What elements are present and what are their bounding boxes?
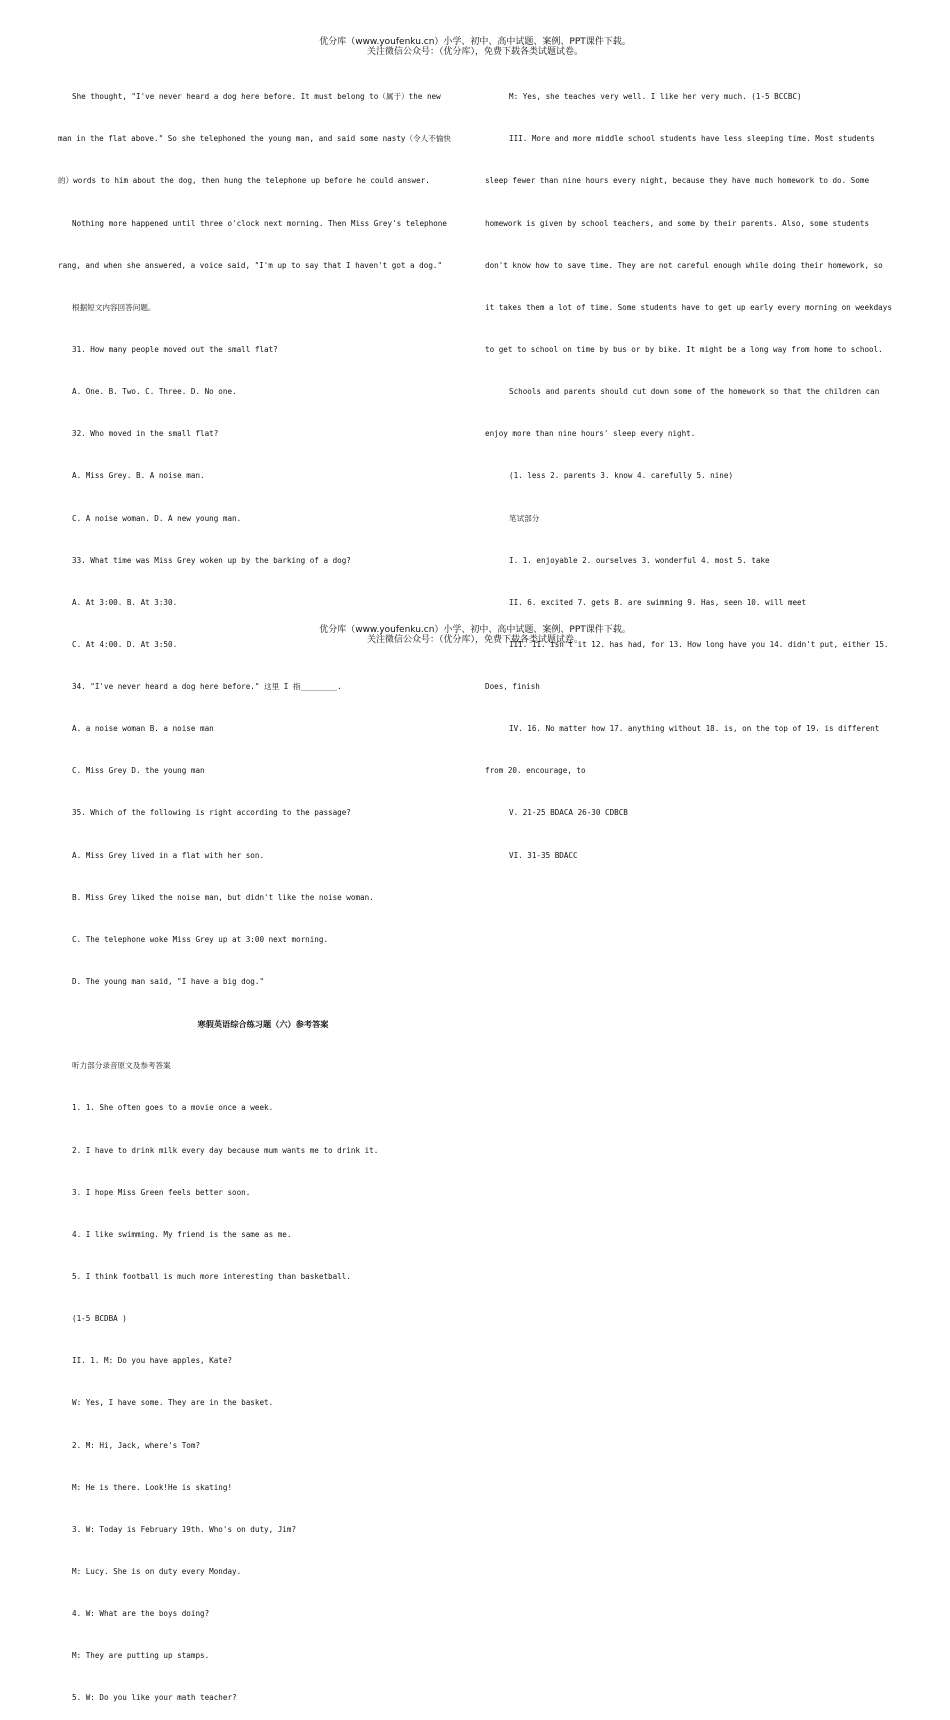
text-line: III. More and more middle school students have less sleeping time. Most students: [509, 134, 875, 144]
answer-line: VI. 31-35 BDACC: [509, 850, 578, 860]
option-35-a: A. Miss Grey lived in a flat with her son.: [72, 850, 265, 860]
text-line: M: Lucy. She is on duty every Monday.: [72, 1567, 242, 1577]
question-33: 33. What time was Miss Grey woken up by the barking of a dog?: [72, 555, 351, 565]
answer-line: III. 11. isn't it 12. has had, for 13. How long have you 14. didn't put, either 15.: [509, 639, 889, 649]
text-line: man in the flat above." So she telephoned the young man, and said some nasty（令人不愉快: [58, 134, 452, 144]
text-line: rang, and when she answered, a voice said, "I'm up to say that I haven't got a dog.": [58, 260, 443, 270]
text-line: homework is given by school teachers, and some by their parents. Also, some students: [485, 218, 870, 228]
answer-key: (1-5 BCDBA ): [72, 1314, 127, 1324]
section-subtitle: 笔试部分: [509, 513, 540, 523]
page-header: [0, 37, 950, 57]
header-line-1: 优分库（www.youfenku.cn）小学、初中、高中试题、案例、PPT课件下载。: [319, 37, 631, 47]
answer-line: II. 6. excited 7. gets 8. are swimming 9. Has, seen 10. will meet: [509, 597, 807, 607]
text-line: sleep fewer than nine hours every night, because they have much homework to do. Some: [485, 176, 870, 186]
options-32-ab: A. Miss Grey. B. A noise man.: [72, 471, 205, 481]
text-line: M: Yes, she teaches very well. I like her very much. (1-5 BCCBC): [509, 92, 802, 102]
options-34-cd: C. Miss Grey D. the young man: [72, 766, 205, 776]
text-line: it takes them a lot of time. Some students have to get up early every morning on weekdays: [485, 302, 892, 312]
options-33-cd: C. At 4:00. D. At 3:50.: [72, 639, 178, 649]
options-32-cd: C. A noise woman. D. A new young man.: [72, 513, 242, 523]
answer-line: V. 21-25 BDACA 26-30 CDBCB: [509, 808, 628, 818]
text-line: M: They are putting up stamps.: [72, 1651, 210, 1661]
footer-line-1: 优分库（www.youfenku.cn）小学、初中、高中试题、案例、PPT课件下载。: [319, 625, 631, 635]
text-line: to get to school on time by bus or by bike. It might be a long way from home to school.: [485, 344, 883, 354]
text-line: 的）words to him about the dog, then hung the telephone up before he could answer.: [58, 176, 430, 186]
question-35: 35. Which of the following is right according to the passage?: [72, 808, 351, 818]
left-column: [58, 62, 468, 1720]
question-instruction: 根据短文内容回答问题。: [72, 302, 156, 312]
section-subtitle: 听力部分录音原文及参考答案: [72, 1061, 171, 1071]
text-line: 2. I have to drink milk every day because mum wants me to drink it.: [72, 1145, 379, 1155]
text-line: W: Yes, I have some. They are in the basket.: [72, 1398, 274, 1408]
answer-line: Does, finish: [485, 682, 540, 692]
text-line: 3. I hope Miss Green feels better soon.: [72, 1187, 251, 1197]
right-column: [485, 62, 895, 877]
text-line: 2. M: Hi, Jack, where's Tom?: [72, 1440, 201, 1450]
text-line: Schools and parents should cut down some of the homework so that the children can: [509, 387, 880, 397]
text-line: 1. 1. She often goes to a movie once a week.: [72, 1103, 274, 1113]
text-line: 4. W: What are the boys doing?: [72, 1609, 210, 1619]
text-line: 5. I think football is much more interesting than basketball.: [72, 1272, 351, 1282]
header-line-2: 关注微信公众号：（优分库），免费下载各类试题试卷。: [366, 47, 583, 57]
text-line: 4. I like swimming. My friend is the same as me.: [72, 1229, 292, 1239]
text-line: II. 1. M: Do you have apples, Kate?: [72, 1356, 233, 1366]
question-31: 31. How many people moved out the small flat?: [72, 344, 278, 354]
text-line: 3. W: Today is February 19th. Who's on duty, Jim?: [72, 1524, 297, 1534]
text-line: enjoy more than nine hours' sleep every night.: [485, 429, 696, 439]
option-35-b: B. Miss Grey liked the noise man, but didn't like the noise woman.: [72, 892, 374, 902]
text-line: don't know how to save time. They are not careful enough while doing their homework, so: [485, 260, 883, 270]
option-35-d: D. The young man said, "I have a big dog.": [72, 977, 265, 987]
footer-line-2: 关注微信公众号：（优分库），免费下载各类试题试卷。: [366, 635, 583, 645]
option-35-c: C. The telephone woke Miss Grey up at 3:00 next morning.: [72, 934, 329, 944]
text-line: M: He is there. Look!He is skating!: [72, 1482, 233, 1492]
answer-line: I. 1. enjoyable 2. ourselves 3. wonderful 4. most 5. take: [509, 555, 770, 565]
text-line: 5. W: Do you like your math teacher?: [72, 1693, 237, 1703]
answer-line: from 20. encourage, to: [485, 766, 586, 776]
section-title: 寒假英语综合练习题（六）参考答案: [197, 1019, 329, 1030]
page-footer: [0, 625, 950, 645]
text-line: She thought, "I've never heard a dog here before. It must belong to（属于）the new: [72, 92, 441, 102]
question-34: 34. "I've never heard a dog here before." 这里 I 指________.: [72, 682, 342, 692]
options-33-ab: A. At 3:00. B. At 3:30.: [72, 597, 178, 607]
options-34-ab: A. a noise woman B. a noise man: [72, 724, 214, 734]
answer-key: (1. less 2. parents 3. know 4. carefully 5. nine): [509, 471, 734, 481]
answer-line: IV. 16. No matter how 17. anything without 18. is, on the top of 19. is different: [509, 724, 880, 734]
question-32: 32. Who moved in the small flat?: [72, 429, 219, 439]
text-line: Nothing more happened until three o'clock next morning. Then Miss Grey's telephone: [72, 218, 447, 228]
options-31: A. One. B. Two. C. Three. D. No one.: [72, 387, 237, 397]
